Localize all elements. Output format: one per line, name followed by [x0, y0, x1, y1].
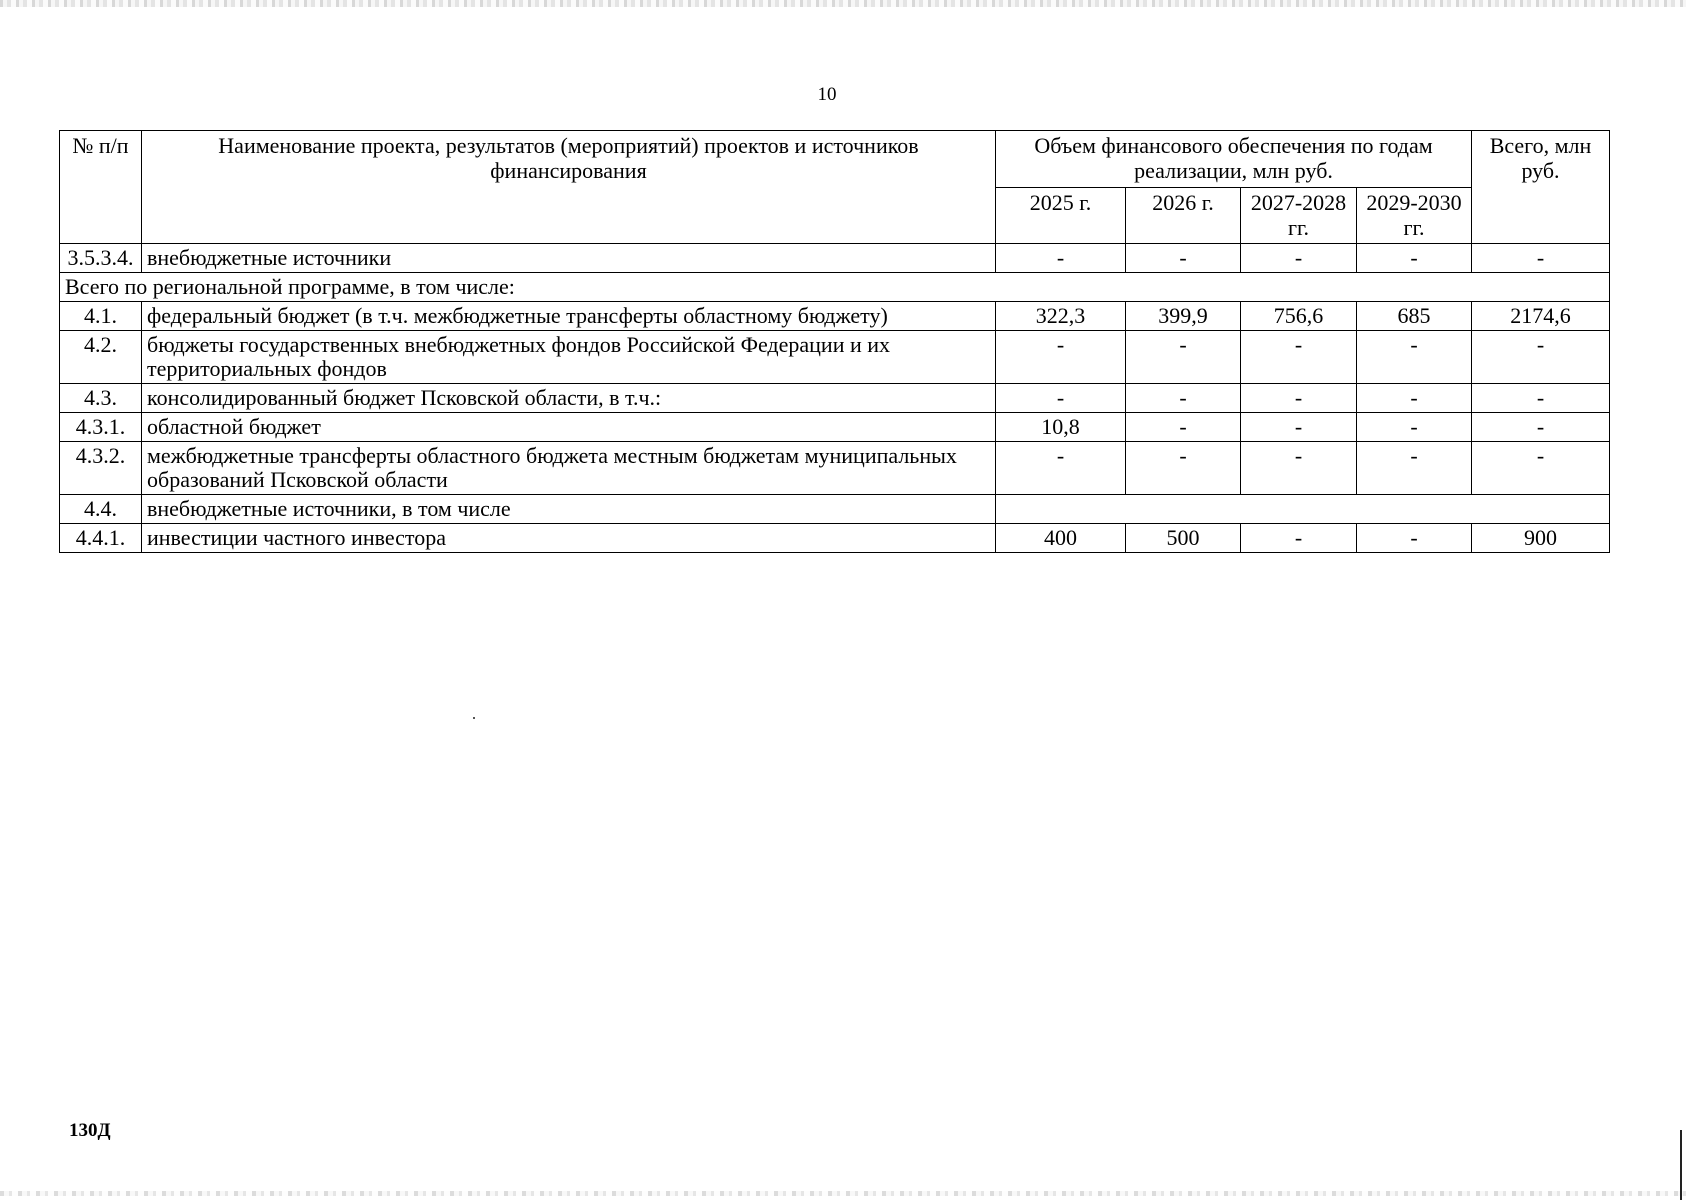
value-2027-2028: -	[1241, 331, 1357, 384]
value-total: -	[1472, 244, 1610, 273]
value-total: 900	[1472, 524, 1610, 553]
value-total: -	[1472, 442, 1610, 495]
value-total: -	[1472, 384, 1610, 413]
table-row	[60, 302, 1610, 331]
scan-dot	[473, 717, 475, 719]
value-2029-2030: 685	[1357, 302, 1472, 331]
row-number: 4.3.1.	[60, 413, 142, 442]
value-2029-2030: -	[1357, 384, 1472, 413]
table-row	[60, 442, 1610, 495]
value-2026: -	[1126, 413, 1241, 442]
header-year-2027-2028: 2027-2028 гг.	[1241, 188, 1357, 244]
row-name: областной бюджет	[142, 413, 996, 442]
row-name: внебюджетные источники	[142, 244, 996, 273]
row-number: 4.4.1.	[60, 524, 142, 553]
value-total: 2174,6	[1472, 302, 1610, 331]
header-year-2025: 2025 г.	[996, 188, 1126, 244]
value-2025: 400	[996, 524, 1126, 553]
value-2029-2030: -	[1357, 524, 1472, 553]
value-2025: -	[996, 244, 1126, 273]
row-name: межбюджетные трансферты областного бюджета местным бюджетам муниципальных образований Псковской области	[142, 442, 996, 495]
value-2026: -	[1126, 384, 1241, 413]
header-year-2026: 2026 г.	[1126, 188, 1241, 244]
footer-code: 130Д	[69, 1120, 111, 1141]
value-2027-2028: -	[1241, 442, 1357, 495]
financing-table	[59, 130, 1610, 553]
value-total: -	[1472, 331, 1610, 384]
empty-values-cell	[996, 495, 1610, 524]
row-name: инвестиции частного инвестора	[142, 524, 996, 553]
value-2026: -	[1126, 331, 1241, 384]
section-total-row	[60, 273, 1610, 302]
value-2025: -	[996, 442, 1126, 495]
row-name: федеральный бюджет (в т.ч. межбюджетные трансферты областному бюджету)	[142, 302, 996, 331]
value-2027-2028: 756,6	[1241, 302, 1357, 331]
row-number: 4.1.	[60, 302, 142, 331]
table-row	[60, 524, 1610, 553]
table-row	[60, 244, 1610, 273]
row-number: 4.2.	[60, 331, 142, 384]
row-number: 3.5.3.4.	[60, 244, 142, 273]
value-2029-2030: -	[1357, 442, 1472, 495]
value-2026: -	[1126, 244, 1241, 273]
row-name: консолидированный бюджет Псковской области, в т.ч.:	[142, 384, 996, 413]
row-number: 4.3.2.	[60, 442, 142, 495]
value-2029-2030: -	[1357, 413, 1472, 442]
value-2027-2028: -	[1241, 524, 1357, 553]
table-row	[60, 331, 1610, 384]
header-row-1	[60, 131, 1610, 188]
scan-edge-right	[1680, 1130, 1682, 1200]
header-num: № п/п	[60, 131, 142, 244]
value-2029-2030: -	[1357, 331, 1472, 384]
table-row	[60, 413, 1610, 442]
value-2027-2028: -	[1241, 413, 1357, 442]
value-2025: -	[996, 331, 1126, 384]
value-2025: 10,8	[996, 413, 1126, 442]
table-row	[60, 495, 1610, 524]
header-year-2029-2030: 2029-2030 гг.	[1357, 188, 1472, 244]
value-2025: 322,3	[996, 302, 1126, 331]
value-2026: -	[1126, 442, 1241, 495]
row-number: 4.4.	[60, 495, 142, 524]
header-name: Наименование проекта, результатов (мероприятий) проектов и источников финансирования	[142, 131, 996, 244]
scan-edge-bottom	[0, 1191, 1686, 1196]
row-name: бюджеты государственных внебюджетных фондов Российской Федерации и их территориальных фондов	[142, 331, 996, 384]
value-2027-2028: -	[1241, 384, 1357, 413]
header-total: Всего, млн руб.	[1472, 131, 1610, 244]
table-row	[60, 384, 1610, 413]
section-total-label: Всего по региональной программе, в том числе:	[60, 273, 1610, 302]
value-2025: -	[996, 384, 1126, 413]
header-funding-group: Объем финансового обеспечения по годам реализации, млн руб.	[996, 131, 1472, 188]
scan-edge-top	[0, 0, 1686, 7]
row-number: 4.3.	[60, 384, 142, 413]
page-number: 10	[817, 84, 837, 105]
value-2026: 399,9	[1126, 302, 1241, 331]
value-total: -	[1472, 413, 1610, 442]
row-name: внебюджетные источники, в том числе	[142, 495, 996, 524]
value-2026: 500	[1126, 524, 1241, 553]
value-2029-2030: -	[1357, 244, 1472, 273]
value-2027-2028: -	[1241, 244, 1357, 273]
